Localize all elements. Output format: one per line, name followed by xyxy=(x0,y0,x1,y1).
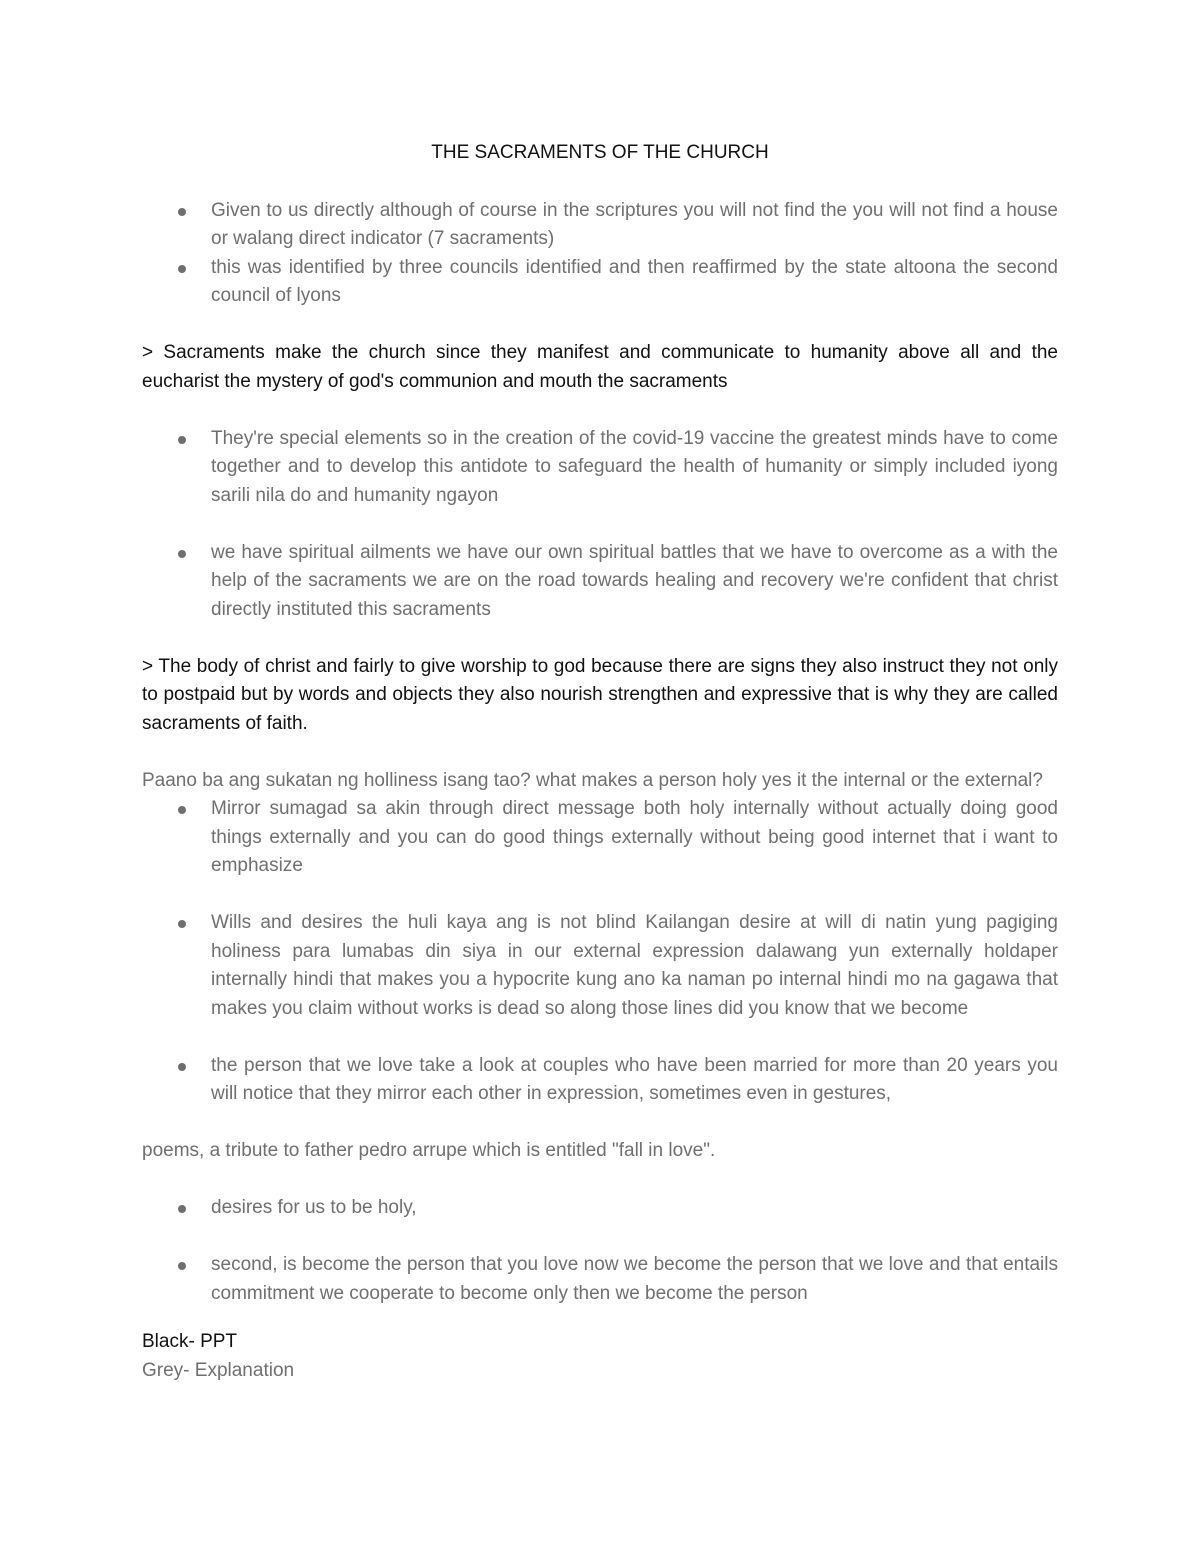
list-item xyxy=(142,909,1058,1023)
bullet-icon xyxy=(178,806,186,814)
list-item xyxy=(142,1251,1058,1308)
bullet-icon xyxy=(178,550,186,558)
list-spacer xyxy=(142,1023,1058,1052)
bullet-list-1 xyxy=(142,197,1058,311)
legend-grey: Grey- Explanation xyxy=(142,1359,295,1381)
list-item-text: we have spiritual ailments we have our own spiritual battles that we have to overcome as a with the help of the sacraments we are on the road towards healing and recovery we're confident that christ directly instituted this sacraments xyxy=(211,541,1058,620)
explanation-paragraph: poems, a tribute to father pedro arrupe which is entitled "fall in love". xyxy=(142,1140,716,1161)
list-item xyxy=(142,1052,1058,1109)
bullet-icon xyxy=(178,1063,186,1071)
bullet-icon xyxy=(178,1262,186,1270)
list-item-text: second, is become the person that you love now we become the person that we love and that entails commitment we cooperate to become only then we become the person xyxy=(211,1254,1058,1304)
list-item-text: this was identified by three councils identified and then reaffirmed by the state altoona the second council of lyons xyxy=(211,256,1058,306)
bullet-icon xyxy=(178,920,186,928)
bullet-icon xyxy=(178,436,186,444)
list-item-text: They're special elements so in the creation of the covid-19 vaccine the greatest minds have to come together and to develop this antidote to safeguard the health of humanity or simply included iyong sarili nila do and humanity ngayon xyxy=(211,427,1058,506)
bullet-icon xyxy=(178,1205,186,1213)
color-legend xyxy=(142,1328,1058,1385)
list-item xyxy=(142,539,1058,625)
list-item-text: desires for us to be holy, xyxy=(211,1197,417,1218)
list-item-text: Wills and desires the huli kaya ang is not blind Kailangan desire at will di natin yung pagiging holiness para lumabas din siya in our external expression dalawang yun externally holdaper internally hindi that makes you a hypocrite kung ano ka naman po internal hindi mo na gagawa that makes you claim without works is dead so along those lines did you know that we become xyxy=(211,912,1058,1019)
document-page xyxy=(142,139,1058,1385)
list-item xyxy=(142,425,1058,511)
bullet-icon xyxy=(178,208,186,216)
list-spacer xyxy=(142,881,1058,910)
list-item xyxy=(142,1194,1058,1223)
bullet-list-4 xyxy=(142,1194,1058,1308)
bullet-list-2 xyxy=(142,425,1058,625)
ppt-paragraph-1: > Sacraments make the church since they manifest and communicate to humanity above all and the eucharist the mystery of god's communion and mouth the sacraments xyxy=(142,342,1058,392)
legend-black: Black- PPT xyxy=(142,1331,238,1352)
list-item xyxy=(142,197,1058,254)
list-item xyxy=(142,795,1058,881)
list-item-text: the person that we love take a look at couples who have been married for more than 20 years you will notice that they mirror each other in expression, sometimes even in gestures, xyxy=(211,1054,1058,1104)
document-title: THE SACRAMENTS OF THE CHURCH xyxy=(431,142,769,163)
list-item xyxy=(142,254,1058,311)
list-spacer xyxy=(142,510,1058,539)
bullet-icon xyxy=(178,265,186,273)
explanation-question: Paano ba ang sukatan ng holliness isang tao? what makes a person holy yes it the internal or the external? xyxy=(142,769,1043,791)
list-spacer xyxy=(142,1223,1058,1252)
ppt-paragraph-2: > The body of christ and fairly to give worship to god because there are signs they also instruct they not only to postpaid but by words and objects they also nourish strengthen and expressive that is why they are called sacraments of faith. xyxy=(142,655,1058,734)
list-item-text: Given to us directly although of course in the scriptures you will not find the you will not find a house or walang direct indicator (7 sacraments) xyxy=(211,199,1058,249)
list-item-text: Mirror sumagad sa akin through direct message both holy internally without actually doing good things externally and you can do good things externally without being good internet that i want to emphasize xyxy=(211,798,1058,876)
bullet-list-3 xyxy=(142,795,1058,1109)
